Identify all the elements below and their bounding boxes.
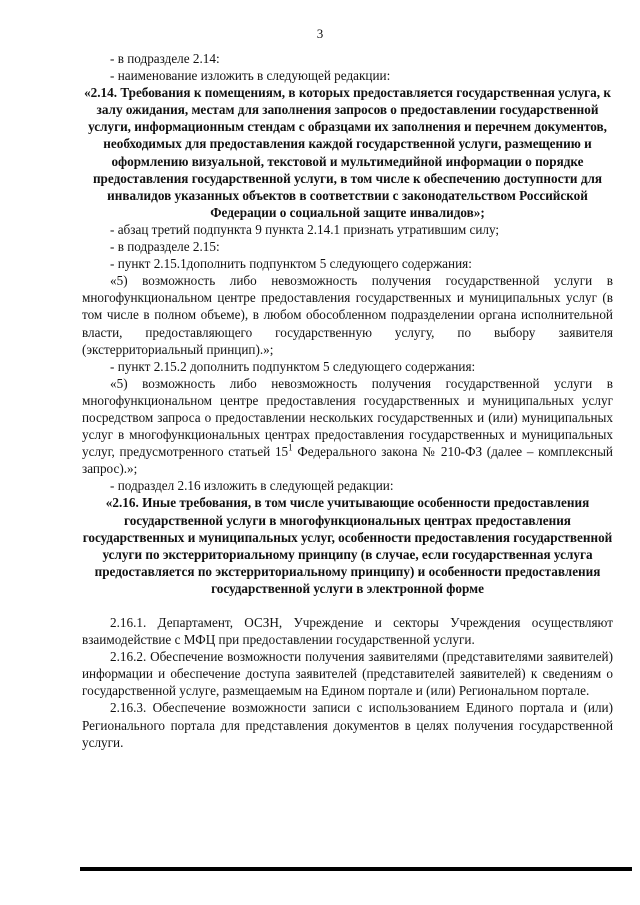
- amendment-line: - пункт 2.15.1дополнить подпунктом 5 следующего содержания:: [110, 256, 472, 272]
- paragraph: 2.16.2. Обеспечение возможности получения заявителями (представителями заявителей) информации и обеспечение доступа заявителей (представителей заявителей) к сведениям о государственной услуге, размещаемым на Едином портале и (или) Региональном портале.: [82, 649, 613, 699]
- amendment-line: - пункт 2.15.2 дополнить подпунктом 5 следующего содержания:: [110, 358, 476, 374]
- amendment-line: - в подразделе 2.14:: [110, 51, 220, 66]
- amendment-line: - абзац третий подпункта 9 пункта 2.14.1 признать утратившим силу;: [110, 221, 500, 237]
- paragraph-text: «5) возможность либо невозможность получения государственной услуги в многофункциональном центре предоставления государственных и муниципальных услуг посредством запроса о предоставлении нескольких государственных и (или) муниципальных услуг в многофункциональных центрах предоставления государственных и муниципальных услуг, предусмотренного статьей 15: [82, 375, 613, 460]
- page-number: 3: [316, 26, 324, 41]
- amendment-line: - в подразделе 2.15:: [110, 239, 220, 255]
- superscript: 1: [288, 442, 293, 453]
- section-heading-2-14: «2.14. Требования к помещениям, в которых предоставляется государственная услуга, к залу ожидания, местам для заполнения запросов о предоставлении государственной услуги, информационным стендам с образцами их заполнения и перечнем документов, необходимых для предоставления каждой государственной услуги, размещению и оформлению визуальной, текстовой и мультимедийной информации о порядке предоставления государственной услуги, в том числе к обеспечению доступности для инвалидов указанных объектов в соответствии с законодательством Российской Федерации о социальной защите инвалидов»;: [84, 85, 611, 220]
- paragraph: [82, 375, 613, 478]
- amendment-line: - наименование изложить в следующей редакции:: [110, 68, 391, 84]
- paragraph: «5) возможность либо невозможность получения государственной услуги в многофункциональном центре предоставления государственных и муниципальных услуг (в том числе в полном объеме), в любом обособленном подразделении органа исполнительной власти, предоставляющего государственную услугу, по выбору заявителя (экстерриториальный принцип).»;: [82, 273, 613, 357]
- spacer: [82, 597, 613, 614]
- paragraph: 2.16.3. Обеспечение возможности записи с использованием Единого портала и (или) Регионального портала для представления документов в целях получения государственной услуги.: [82, 700, 613, 750]
- paragraph: 2.16.1. Департамент, ОСЗН, Учреждение и секторы Учреждения осуществляют взаимодействие с МФЦ при предоставлении государственной услуги.: [82, 615, 613, 648]
- scan-edge-bar: [80, 867, 632, 871]
- section-heading-2-16: «2.16. Иные требования, в том числе учитывающие особенности предоставления государственной услуги в многофункциональных центрах предоставления государственных и муниципальных услуг, особенности предоставления государственной услуги по экстерриториальному принципу (в случае, если государственная услуга предоставляется по экстерриториальному принципу) и особенности предоставления государственной услуги в электронной форме: [82, 495, 613, 596]
- amendment-line: - подраздел 2.16 изложить в следующей редакции:: [110, 478, 394, 494]
- document-body: [82, 50, 613, 751]
- paragraph-text: Федерального закона № 210-ФЗ (далее – комплексный запрос).»;: [82, 444, 613, 477]
